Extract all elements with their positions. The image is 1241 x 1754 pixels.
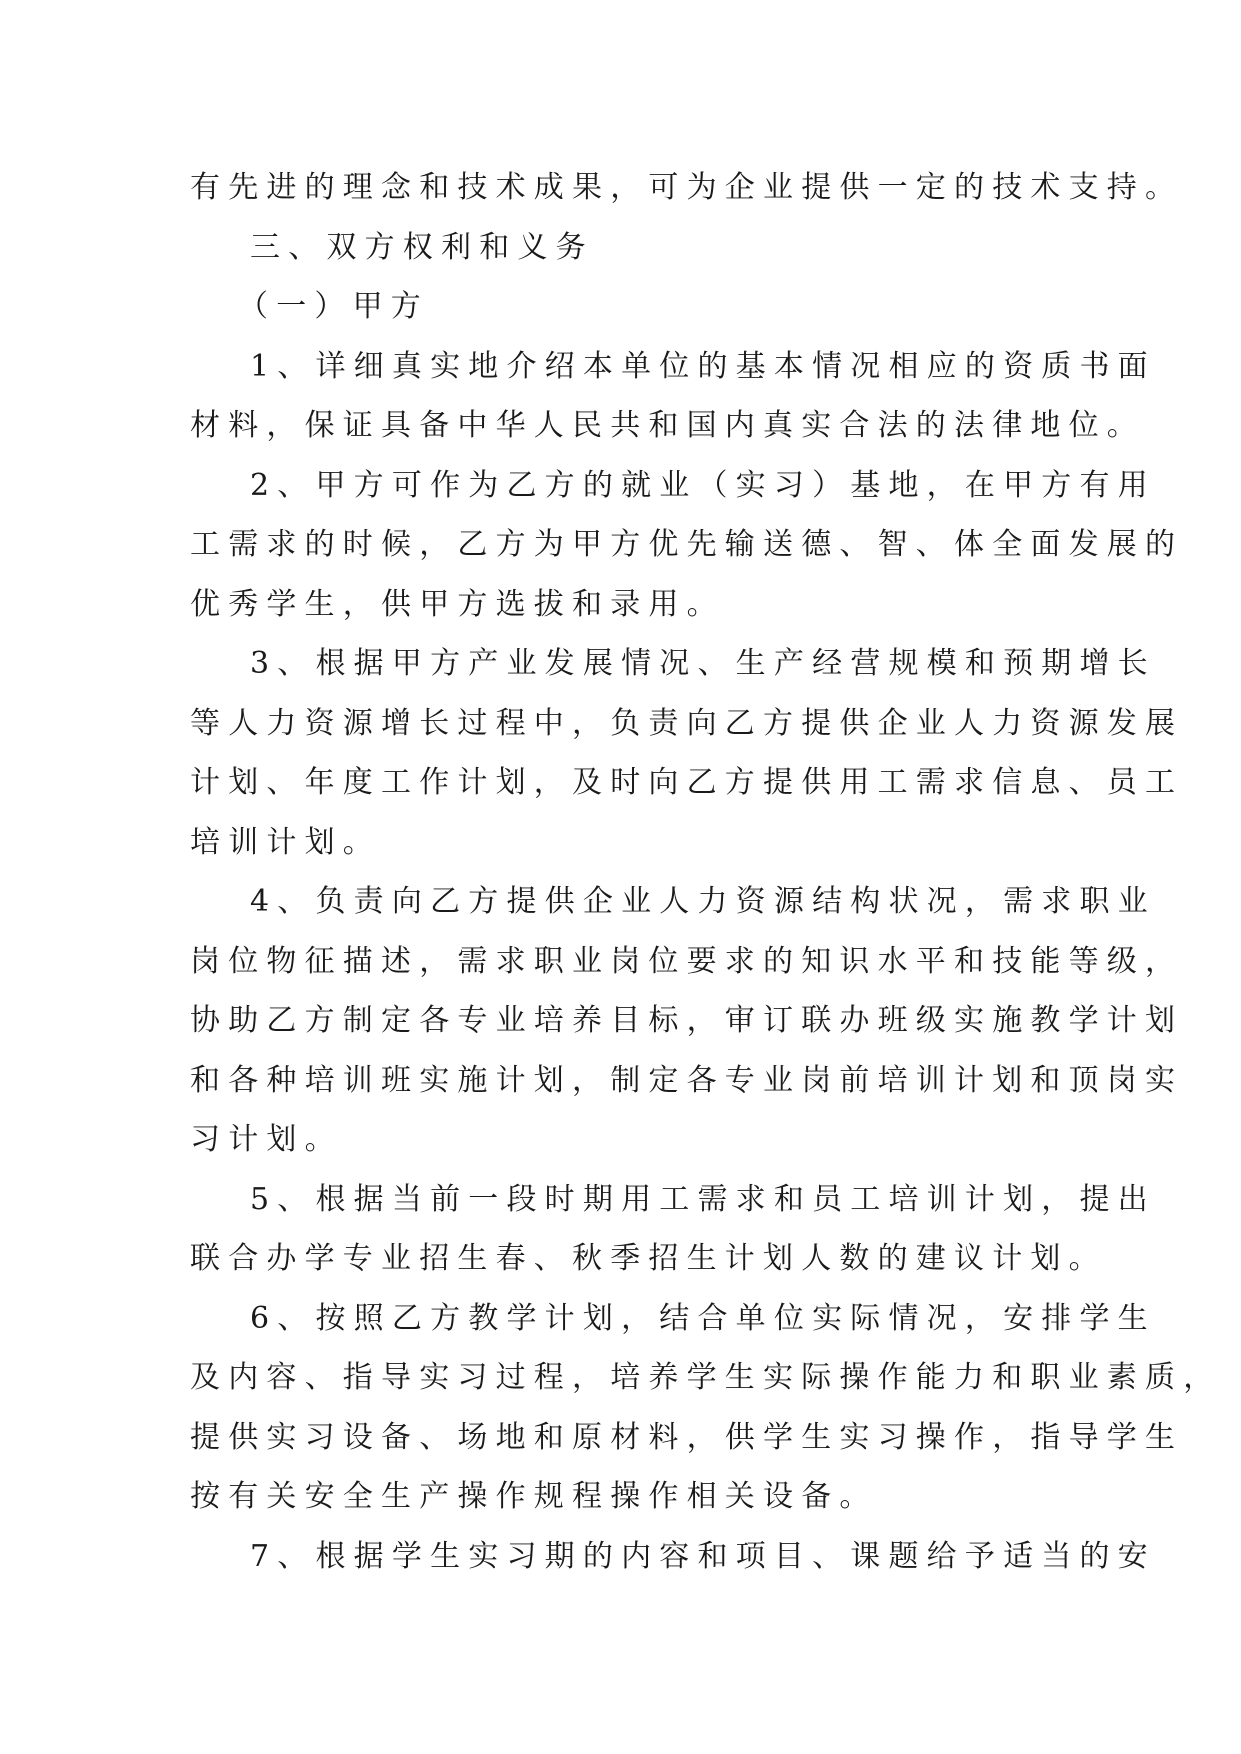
text-line: 提供实习设备、场地和原材料，供学生实习操作，指导学生 [190,1419,1184,1455]
text-line: 3、根据甲方产业发展情况、生产经营规模和预期增长 [250,646,1156,681]
text-line: 按有关安全生产操作规程操作相关设备。 [190,1479,878,1514]
text-line: 1、详细真实地介绍本单位的基本情况相应的资质书面 [250,348,1156,384]
text-line: 岗位物征描述，需求职业岗位要求的知识水平和技能等级， [190,943,1184,979]
text-line: 及内容、指导实习过程，培养学生实际操作能力和职业素质， [190,1360,1222,1395]
text-line: 工需求的时候，乙方为甲方优先输送德、智、体全面发展的 [190,527,1184,562]
text-line: 和各种培训班实施计划，制定各专业岗前培训计划和顶岗实 [190,1062,1184,1098]
text-line: 有先进的理念和技术成果，可为企业提供一定的技术支持。 [190,170,1184,205]
text-line: 习计划。 [190,1122,343,1157]
text-line: 材料，保证具备中华人民共和国内真实合法的法律地位。 [190,408,1145,443]
text-line: 5、根据当前一段时期用工需求和员工培训计划，提出 [250,1181,1156,1217]
text-line: 联合办学专业招生春、秋季招生计划人数的建议计划。 [190,1241,1107,1276]
text-line: 协助乙方制定各专业培养目标，审订联办班级实施教学计划 [190,1003,1184,1038]
text-line: 等人力资源增长过程中，负责向乙方提供企业人力资源发展 [190,705,1184,741]
text-line: 6、按照乙方教学计划，结合单位实际情况，安排学生 [250,1300,1156,1336]
text-line: 优秀学生，供甲方选拔和录用。 [190,586,725,622]
subsection-heading: （一）甲方 [238,289,429,324]
document-body [190,158,1222,1586]
text-line: 计划、年度工作计划，及时向乙方提供用工需求信息、员工 [190,765,1184,800]
text-line: 7、根据学生实习期的内容和项目、课题给予适当的安 [250,1538,1156,1574]
section-heading: 三、双方权利和义务 [250,229,594,265]
text-line: 培训计划。 [190,824,381,860]
text-line: 2、甲方可作为乙方的就业（实习）基地，在甲方有用 [250,467,1156,503]
text-line: 4、负责向乙方提供企业人力资源结构状况，需求职业 [250,884,1156,919]
